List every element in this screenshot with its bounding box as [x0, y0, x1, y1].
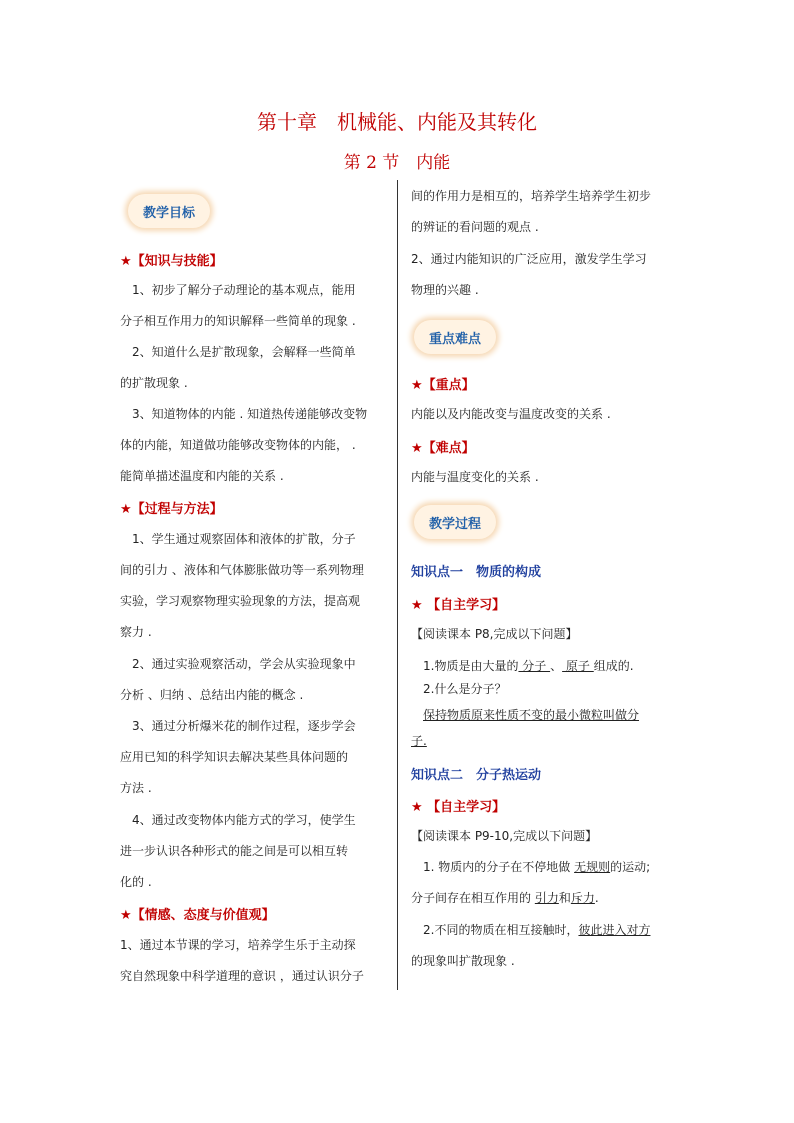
answer-blank: 斥力 [570, 891, 595, 905]
question-line [423, 858, 650, 875]
question-text: 和 [558, 891, 571, 905]
section-title: 第 2 节 内能 [343, 153, 451, 173]
text-line: 1、学生通过观察固体和液体的扩散，分子 [132, 532, 356, 546]
heading-key-point: ★【重点】 [411, 378, 475, 393]
text-line: 3、知道物体的内能 . 知道热传递能够改变物 [132, 407, 368, 421]
text-line: 间的作用力是相互的，培养学生培养学生初步 [411, 189, 652, 203]
heading-self-study-2: ★ 【自主学习】 [411, 800, 506, 815]
text-line: 4、通过改变物体内能方式的学习，使学生 [132, 813, 356, 827]
heading-knowledge-skills: ★【知识与技能】 [120, 254, 223, 269]
text-line: 能简单描述温度和内能的关系 . [120, 469, 284, 483]
text-line: 的辨证的看问题的观点 . [411, 220, 539, 234]
answer-blank: 无规则 [574, 860, 611, 874]
question-text: 组成的. [593, 659, 634, 673]
question-line [423, 921, 650, 938]
heading-difficult-point: ★【难点】 [411, 441, 475, 456]
answer-blank: 引力 [534, 891, 559, 905]
text-line: 【阅读课本 P8,完成以下问题】 [411, 627, 578, 641]
text-line: 分析 、归纳 、总结出内能的概念 . [120, 688, 304, 702]
heading-process-methods: ★【过程与方法】 [120, 502, 223, 517]
question-text: 2.不同的物质在相互接触时， [423, 923, 579, 937]
text-line: 2.什么是分子？ [423, 682, 507, 696]
text-line: 体的内能，知道做功能够改变物体的内能， . [120, 438, 356, 452]
badge-key-difficult-points: 重点难点 [414, 320, 496, 354]
text-line: 2、知道什么是扩散现象，会解释一些简单 [132, 345, 356, 359]
heading-knowledge-point-1: 知识点一 物质的构成 [411, 565, 542, 580]
question-text: 1.物质是由大量的 [423, 659, 519, 673]
heading-self-study-1: ★ 【自主学习】 [411, 598, 506, 613]
text-line: 内能与温度变化的关系 . [411, 470, 539, 484]
question-text: 1. 物质内的分子在不停地做 [423, 860, 575, 874]
heading-knowledge-point-2: 知识点二 分子热运动 [411, 768, 542, 783]
text-line: 间的引力 、液体和气体膨胀做功等一系列物理 [120, 563, 364, 577]
question-text: . [594, 891, 599, 905]
column-divider [397, 180, 398, 990]
text-line: 究自然现象中科学道理的意识 ，通过认识分子 [120, 969, 364, 983]
text-line: 物理的兴趣 . [411, 283, 479, 297]
text-line: 的扩散现象 . [120, 376, 188, 390]
badge-teaching-goals: 教学目标 [128, 194, 210, 228]
chapter-title: 第十章 机械能、内能及其转化 [257, 110, 537, 134]
question-line [423, 657, 634, 674]
text-line: 的现象叫扩散现象 . [411, 954, 515, 968]
text-line: 1、通过本节课的学习，培养学生乐于主动探 [120, 938, 356, 952]
answer-blank: 彼此进入对方 [578, 923, 651, 937]
question-line [411, 889, 599, 906]
heading-emotion-values: ★【情感、态度与价值观】 [120, 908, 275, 923]
text-line: 进一步认识各种形式的能之间是可以相互转 [120, 844, 349, 858]
text-line: 方法 . [120, 781, 152, 795]
text-line: 内能以及内能改变与温度改变的关系 . [411, 407, 611, 421]
text-line: 实验，学习观察物理实验现象的方法，提高观 [120, 594, 361, 608]
text-line: 【阅读课本 P9-10,完成以下问题】 [411, 829, 598, 843]
badge-teaching-process: 教学过程 [414, 505, 496, 539]
text-line: 2、通过实验观察活动，学会从实验现象中 [132, 657, 356, 671]
text-line: 察力 . [120, 625, 152, 639]
text-line: 化的 . [120, 875, 152, 889]
text-line: 2、通过内能知识的广泛应用，激发学生学习 [411, 252, 647, 266]
answer-line: 子. [411, 734, 427, 748]
text-line: 3、通过分析爆米花的制作过程，逐步学会 [132, 719, 356, 733]
answer-blank: 原子 [562, 659, 594, 673]
answer-line: 保持物质原来性质不变的最小微粒叫做分 [423, 708, 640, 722]
text-line: 应用已知的科学知识去解决某些具体问题的 [120, 750, 349, 764]
question-text: 分子间存在相互作用的 [411, 891, 535, 905]
answer-blank: 分子 [518, 659, 551, 673]
question-text: 的运动; [610, 860, 651, 874]
text-line: 分子相互作用力的知识解释一些简单的现象 . [120, 314, 356, 328]
question-text: 、 [550, 659, 563, 673]
text-line: 1、初步了解分子动理论的基本观点，能用 [132, 283, 356, 297]
